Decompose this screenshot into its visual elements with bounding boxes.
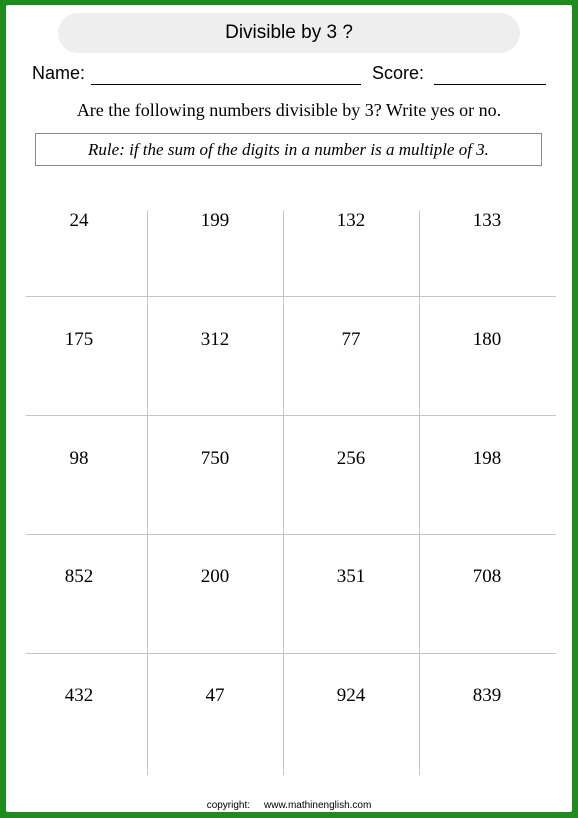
grid-row-divider: [26, 296, 556, 297]
website-link[interactable]: www.mathinenglish.com: [264, 800, 372, 811]
worksheet-title: Divisible by 3 ?: [58, 13, 520, 53]
rule-box: Rule: if the sum of the digits in a number is a multiple of 3.: [35, 133, 542, 166]
number-cell[interactable]: 198: [472, 448, 502, 469]
name-label: Name:: [32, 63, 86, 83]
number-cell[interactable]: 351: [336, 566, 366, 587]
number-cell[interactable]: 199: [200, 210, 230, 231]
grid-row-divider: [26, 415, 556, 416]
number-cell[interactable]: 180: [472, 329, 502, 350]
number-cell[interactable]: 839: [472, 685, 502, 706]
number-cell[interactable]: 432: [64, 685, 94, 706]
grid-column-divider: [147, 210, 148, 775]
copyright-footer: [6, 800, 572, 811]
number-cell[interactable]: 133: [472, 210, 502, 231]
copyright-label: copyright:: [206, 800, 251, 811]
number-cell[interactable]: 200: [200, 566, 230, 587]
score-label: Score:: [372, 63, 425, 83]
number-cell[interactable]: 98: [69, 448, 89, 469]
number-cell[interactable]: 77: [341, 329, 361, 350]
grid-row-divider: [26, 653, 556, 654]
number-cell[interactable]: 47: [205, 685, 225, 706]
number-cell[interactable]: 256: [336, 448, 366, 469]
worksheet-page: [6, 5, 572, 812]
number-cell[interactable]: 924: [336, 685, 366, 706]
instruction-text: Are the following numbers divisible by 3? Write yes or no.: [76, 100, 502, 120]
grid-column-divider: [419, 210, 420, 775]
number-cell[interactable]: 175: [64, 329, 94, 350]
number-cell[interactable]: 708: [472, 566, 502, 587]
number-cell[interactable]: 750: [200, 448, 230, 469]
number-cell[interactable]: 852: [64, 566, 94, 587]
number-cell[interactable]: 132: [336, 210, 366, 231]
number-cell[interactable]: 312: [200, 329, 230, 350]
number-cell[interactable]: 24: [69, 210, 89, 231]
numbers-grid: [6, 5, 572, 812]
grid-column-divider: [283, 210, 284, 775]
grid-row-divider: [26, 534, 556, 535]
